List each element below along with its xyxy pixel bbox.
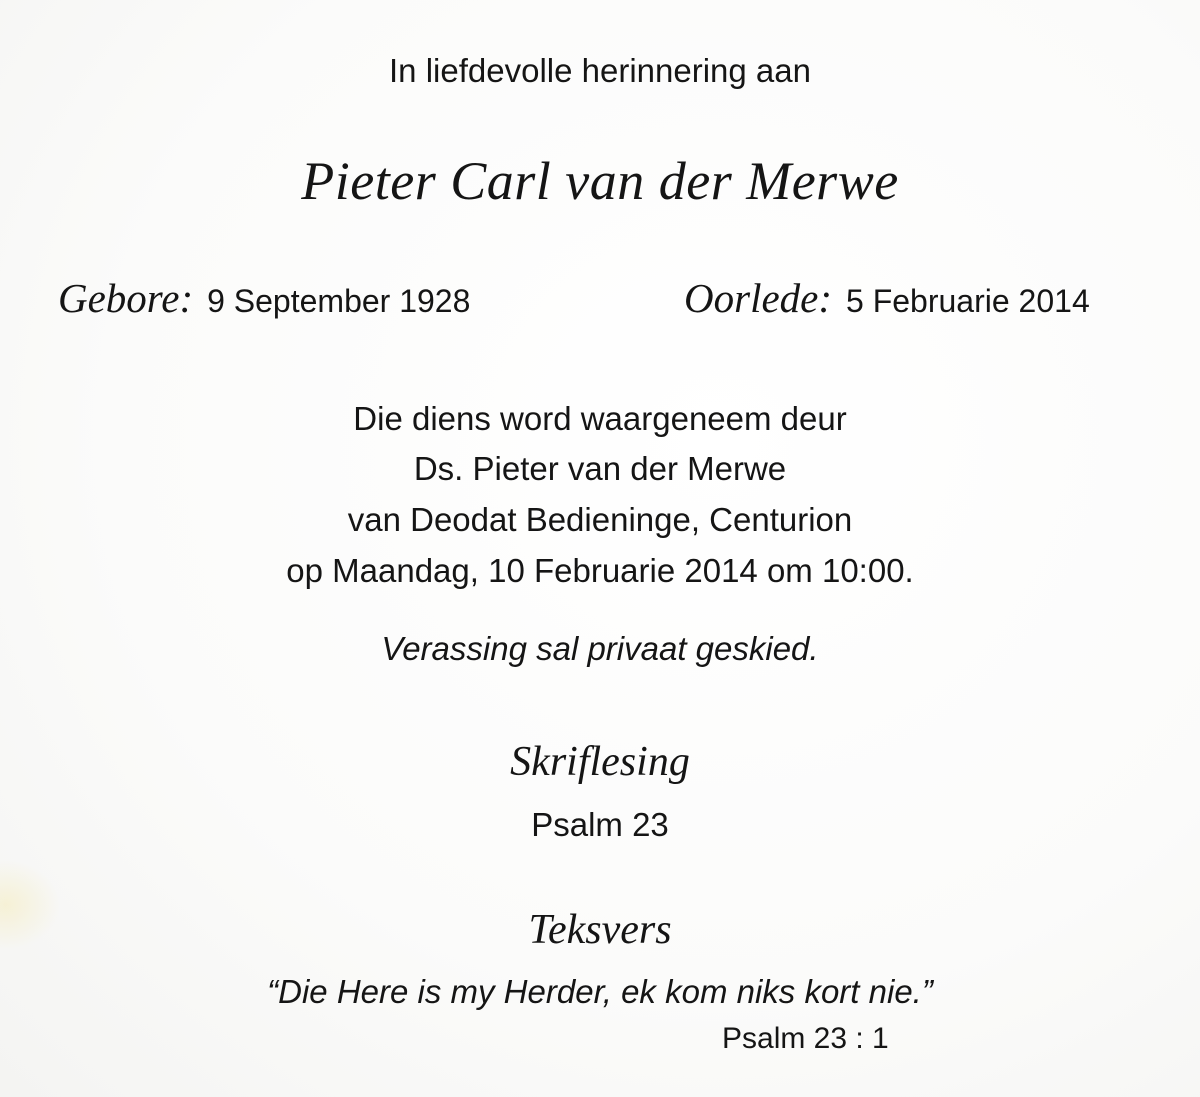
text-verse-heading: Teksvers (528, 907, 672, 953)
born-row (58, 274, 470, 322)
deceased-name: Pieter Carl van der Merwe (301, 151, 899, 211)
service-line-2: Ds. Pieter van der Merwe (413, 450, 787, 487)
cremation-note: Verassing sal privaat geskied. (381, 630, 819, 667)
text-verse-reference: Psalm 23 : 1 (722, 1022, 889, 1055)
service-line-4: op Maandag, 10 Februarie 2014 om 10:00. (286, 552, 914, 589)
born-date: 9 September 1928 (207, 283, 471, 319)
intro-line: In liefdevolle herinnering aan (389, 52, 811, 89)
text-verse-quote: “Die Here is my Herder, ek kom niks kort nie.” (267, 973, 933, 1010)
died-row (684, 274, 1090, 322)
scripture-reading-reference: Psalm 23 (531, 806, 669, 843)
died-date: 5 Februarie 2014 (846, 283, 1090, 319)
service-line-1: Die diens word waargeneem deur (353, 400, 847, 437)
born-label: Gebore: (58, 275, 194, 321)
scripture-reading-heading: Skriflesing (510, 739, 690, 785)
service-line-3: van Deodat Bedieninge, Centurion (347, 501, 853, 538)
died-label: Oorlede: (684, 275, 833, 321)
